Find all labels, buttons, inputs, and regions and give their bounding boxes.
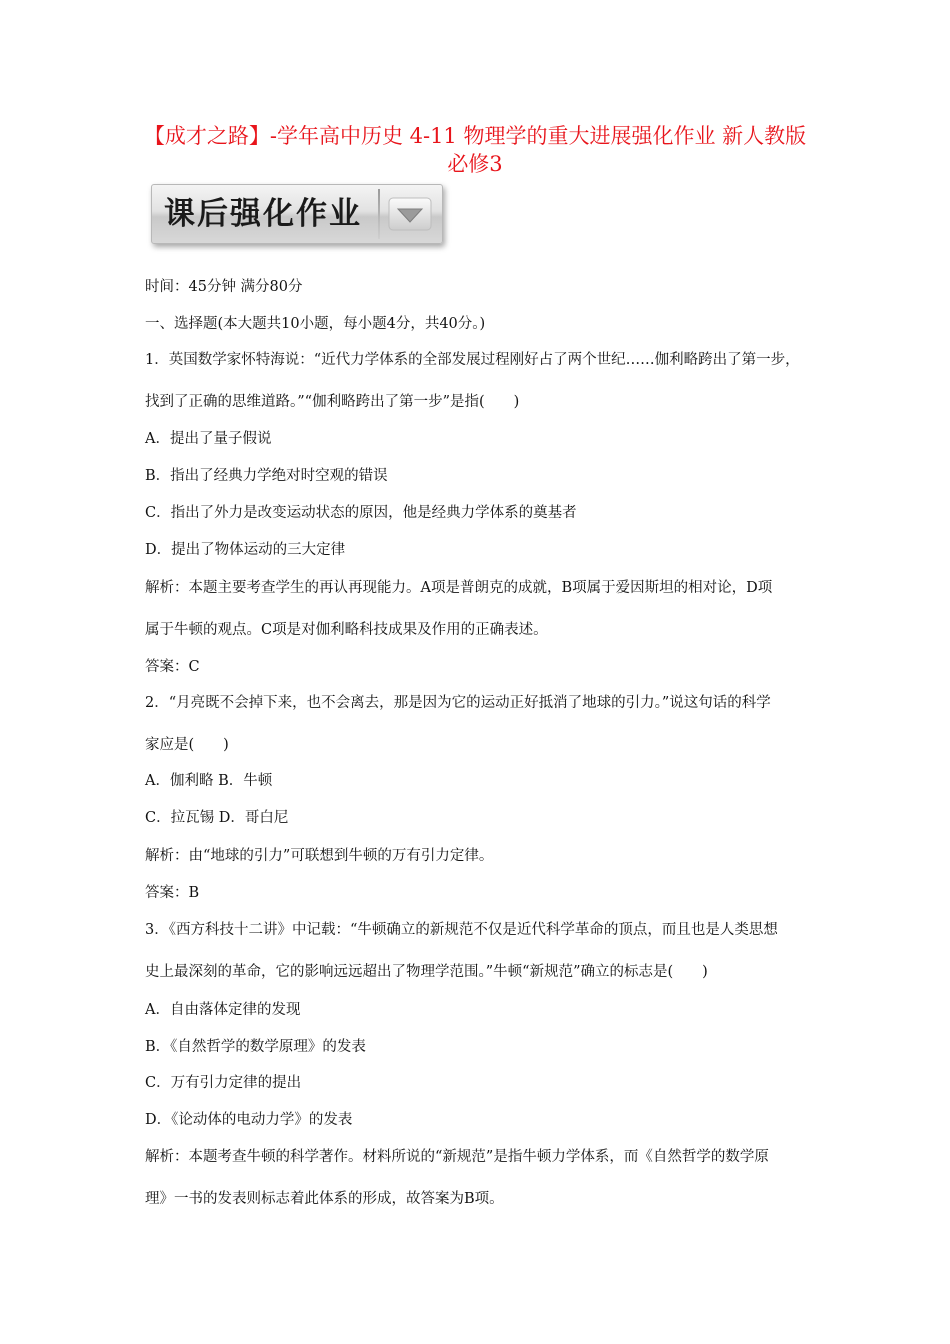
q2-analysis: 解析：由“地球的引力”可联想到牛顿的万有引力定律。 bbox=[145, 848, 494, 864]
q2-answer: 答案：B bbox=[145, 885, 200, 901]
q3-stem-2: 史上最深刻的革命，它的影响远远超出了物理学范围。”牛顿“新规范”确立的标志是( ) bbox=[145, 964, 708, 980]
q1-answer: 答案：C bbox=[145, 659, 200, 675]
q2-options-ab: A．伽利略 B．牛顿 bbox=[145, 773, 273, 789]
q1-option-a: A．提出了量子假说 bbox=[145, 431, 272, 447]
q1-option-b: B．指出了经典力学绝对时空观的错误 bbox=[145, 468, 388, 484]
q1-analysis-2: 属于牛顿的观点。C项是对伽利略科技成果及作用的正确表述。 bbox=[145, 622, 548, 638]
document-title bbox=[100, 122, 850, 178]
q3-option-b: B．《自然哲学的数学原理》的发表 bbox=[145, 1039, 366, 1055]
q3-option-c: C．万有引力定律的提出 bbox=[145, 1075, 302, 1091]
q1-stem-2: 找到了正确的思维道路。”“伽利略跨出了第一步”是指( ) bbox=[145, 394, 520, 410]
chevron-down-icon bbox=[388, 197, 432, 231]
title-line-1: 【成才之路】-学年高中历史 4-11 物理学的重大进展强化作业 新人教版 bbox=[143, 124, 807, 148]
q3-stem-1: 3．《西方科技十二讲》中记载：“牛顿确立的新规范不仅是近代科学革命的顶点，而且也是人类思想 bbox=[145, 922, 778, 938]
q3-analysis-1: 解析：本题考查牛顿的科学著作。材料所说的“新规范”是指牛顿力学体系，而《自然哲学的数学原 bbox=[145, 1149, 769, 1165]
q3-analysis-2: 理》一书的发表则标志着此体系的形成，故答案为B项。 bbox=[145, 1191, 504, 1207]
q1-option-c: C．指出了外力是改变运动状态的原因，他是经典力学体系的奠基者 bbox=[145, 505, 577, 521]
title-line-2: 必修3 bbox=[447, 152, 503, 176]
homework-banner bbox=[147, 176, 445, 252]
q3-option-d: D．《论动体的电动力学》的发表 bbox=[145, 1112, 353, 1128]
q2-options-cd: C．拉瓦锡 D．哥白尼 bbox=[145, 810, 289, 826]
q1-stem-1: 1．英国数学家怀特海说：“近代力学体系的全部发展过程刚好占了两个世纪……伽利略跨出了第一步， bbox=[145, 352, 800, 368]
banner-box bbox=[151, 184, 443, 244]
q1-option-d: D．提出了物体运动的三大定律 bbox=[145, 542, 346, 558]
q1-analysis-1: 解析：本题主要考查学生的再认再现能力。A项是普朗克的成就，B项属于爱因斯坦的相对论，D项 bbox=[145, 580, 773, 596]
q2-stem-1: 2．“月亮既不会掉下来，也不会离去，那是因为它的运动正好抵消了地球的引力。”说这句话的科学 bbox=[145, 695, 771, 711]
exam-meta: 时间：45分钟 满分80分 bbox=[145, 279, 303, 295]
section-heading: 一、选择题(本大题共10小题，每小题4分，共40分。) bbox=[145, 316, 486, 332]
q2-stem-2: 家应是( ) bbox=[145, 737, 229, 753]
banner-divider bbox=[378, 189, 380, 239]
q3-option-a: A．自由落体定律的发现 bbox=[145, 1002, 301, 1018]
banner-label: 课后强化作业 bbox=[164, 196, 362, 232]
